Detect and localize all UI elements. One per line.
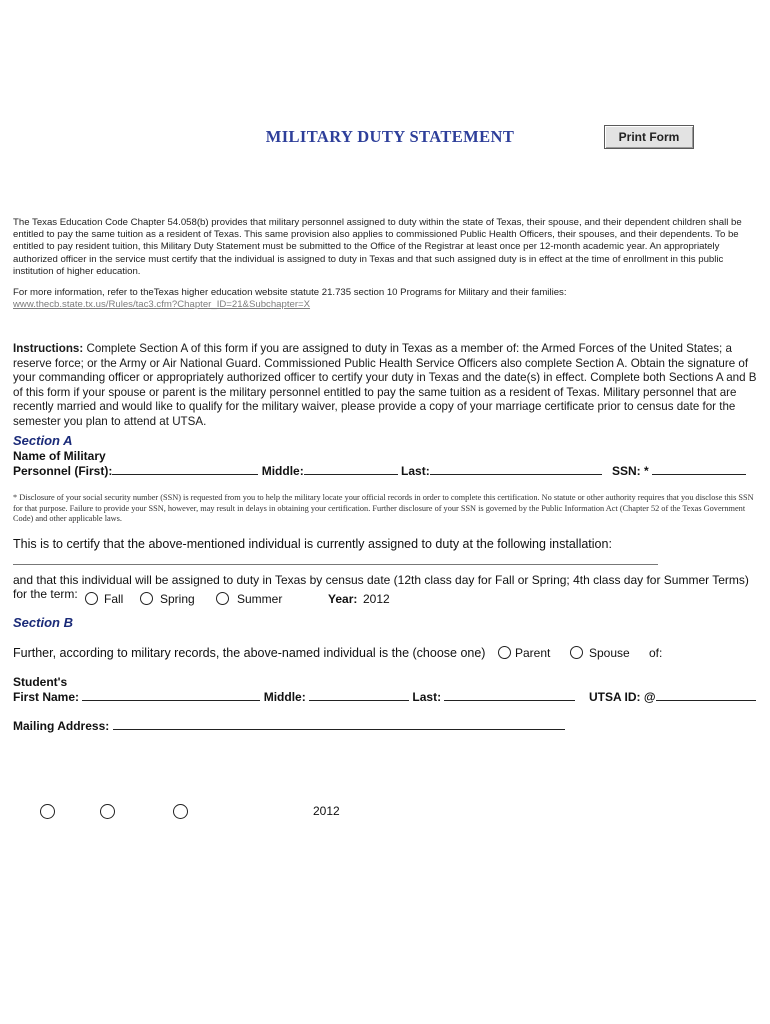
student-last-name-field[interactable]	[444, 690, 575, 701]
year-field[interactable]: 2012	[363, 592, 390, 606]
student-middle-label: Middle:	[263, 690, 306, 704]
student-last-label: Last:	[412, 690, 442, 704]
certify-statement: This is to certify that the above-mentioned individual is currently assigned to duty at the following installation:	[13, 537, 612, 551]
page-title: MILITARY DUTY STATEMENT	[265, 127, 515, 146]
military-last-label: Last:	[401, 464, 430, 478]
student-name-row	[13, 690, 575, 704]
military-middle-name-field[interactable]	[304, 464, 398, 475]
military-last-name-field[interactable]	[430, 464, 602, 475]
info-text: For more information, refer to theTexas higher education website statute 21.735 section 10 Programs for Military and their families:	[13, 287, 567, 298]
term-summer-radio[interactable]	[216, 592, 229, 605]
relation-spouse-radio[interactable]	[570, 646, 583, 659]
utsa-id-label: UTSA ID: @	[589, 690, 656, 704]
military-first-name-field[interactable]	[112, 464, 258, 475]
instructions-text: Complete Section A of this form if you are assigned to duty in Texas as a member of: the Armed Forces of the United States; a reserve force; or the Army or Air National Guard. Commissioned Public Health Service Officers also complete Section A. Obtain the signature of your commanding officer or appropriately authorized officer to certify your duty in Texas and the date(s) in effect. Complete both Sections A and B of this form if your spouse or parent is the military personnel entitled to pay the same tuition as a resident of Texas. Military personnel that are recently married and would like to qualify for the military waiver, please provide a copy of your marriage certificate prior to census date for the semester you plan to attend at UTSA.	[13, 342, 757, 428]
mailing-address-label: Mailing Address:	[13, 719, 110, 733]
relation-statement: Further, according to military records, the above-named individual is the (choose one)	[13, 646, 486, 660]
footer-year: 2012	[313, 804, 340, 818]
relation-spouse-label: Spouse	[589, 646, 630, 660]
relation-parent-radio[interactable]	[498, 646, 511, 659]
relation-parent-label: Parent	[515, 646, 551, 660]
military-name-row	[13, 464, 602, 478]
term-spring-radio[interactable]	[140, 592, 153, 605]
installation-field[interactable]	[13, 564, 658, 565]
term-label: for the term:	[13, 587, 78, 601]
mailing-address-field[interactable]	[113, 719, 565, 730]
utsa-id-field[interactable]	[656, 690, 756, 701]
info-paragraph	[13, 287, 761, 311]
relation-of-label: of:	[649, 646, 663, 660]
year-label: Year:	[328, 592, 358, 606]
instructions	[13, 342, 765, 430]
footer-radio-2[interactable]	[100, 804, 115, 819]
term-summer-label: Summer	[237, 592, 283, 606]
instructions-label: Instructions:	[13, 342, 84, 355]
print-form-button[interactable]: Print Form	[604, 125, 694, 149]
ssn-disclosure: * Disclosure of your social security number (SSN) is requested from you to help the military locate your official records in order to complete this certification. No statute or other authority requires that you disclose this SSN for that purpose. Failure to provide your SSN, however, may result in delays in obtaining your certification. Further disclosure of your SSN is governed by the Public Information Act (Chapter 52 of the Texas Government Code) and other applicable laws.	[13, 493, 754, 524]
student-first-name-label: First Name:	[13, 690, 80, 704]
student-first-name-field[interactable]	[82, 690, 260, 701]
military-middle-label: Middle:	[261, 464, 304, 478]
term-spring-label: Spring	[160, 592, 195, 606]
intro-paragraph: The Texas Education Code Chapter 54.058(b) provides that military personnel assigned to duty within the state of Texas, their spouse, and their dependent children shall be entitled to pay the same tuition as a resident of Texas. This same provision also applies to commissioned Public Health Officers, their spouses, and their dependents. To be entitled to pay resident tuition, this Military Duty Statement must be submitted to the Office of the Registrar at least once per 12-month academic year. An appropriately authorized officer in the service must certify that the individual is assigned to duty in Texas and that such assigned duty is in effect at the time of enrollment in this public institution of higher education.	[13, 217, 742, 277]
section-b-heading: Section B	[13, 615, 73, 630]
student-middle-name-field[interactable]	[309, 690, 409, 701]
footer-radio-3[interactable]	[173, 804, 188, 819]
military-name-label-line1: Name of Military	[13, 449, 106, 463]
census-statement: and that this individual will be assigned to duty in Texas by census date (12th class day for Fall or Spring; 4th class day for Summer Terms)	[13, 573, 749, 587]
student-label-line1: Student's	[13, 675, 68, 689]
term-fall-radio[interactable]	[85, 592, 98, 605]
military-first-name-label: Personnel (First):	[13, 464, 113, 478]
utsa-id-row	[589, 690, 756, 704]
statute-link[interactable]: www.thecb.state.tx.us/Rules/tac3.cfm?Chapter_ID=21&Subchapter=X	[13, 299, 311, 311]
ssn-field[interactable]	[652, 464, 746, 475]
mailing-address-row	[13, 719, 565, 733]
ssn-label: SSN: *	[612, 464, 649, 478]
ssn-row	[612, 464, 746, 478]
section-a-heading: Section A	[13, 433, 73, 448]
footer-radio-1[interactable]	[40, 804, 55, 819]
term-fall-label: Fall	[104, 592, 124, 606]
